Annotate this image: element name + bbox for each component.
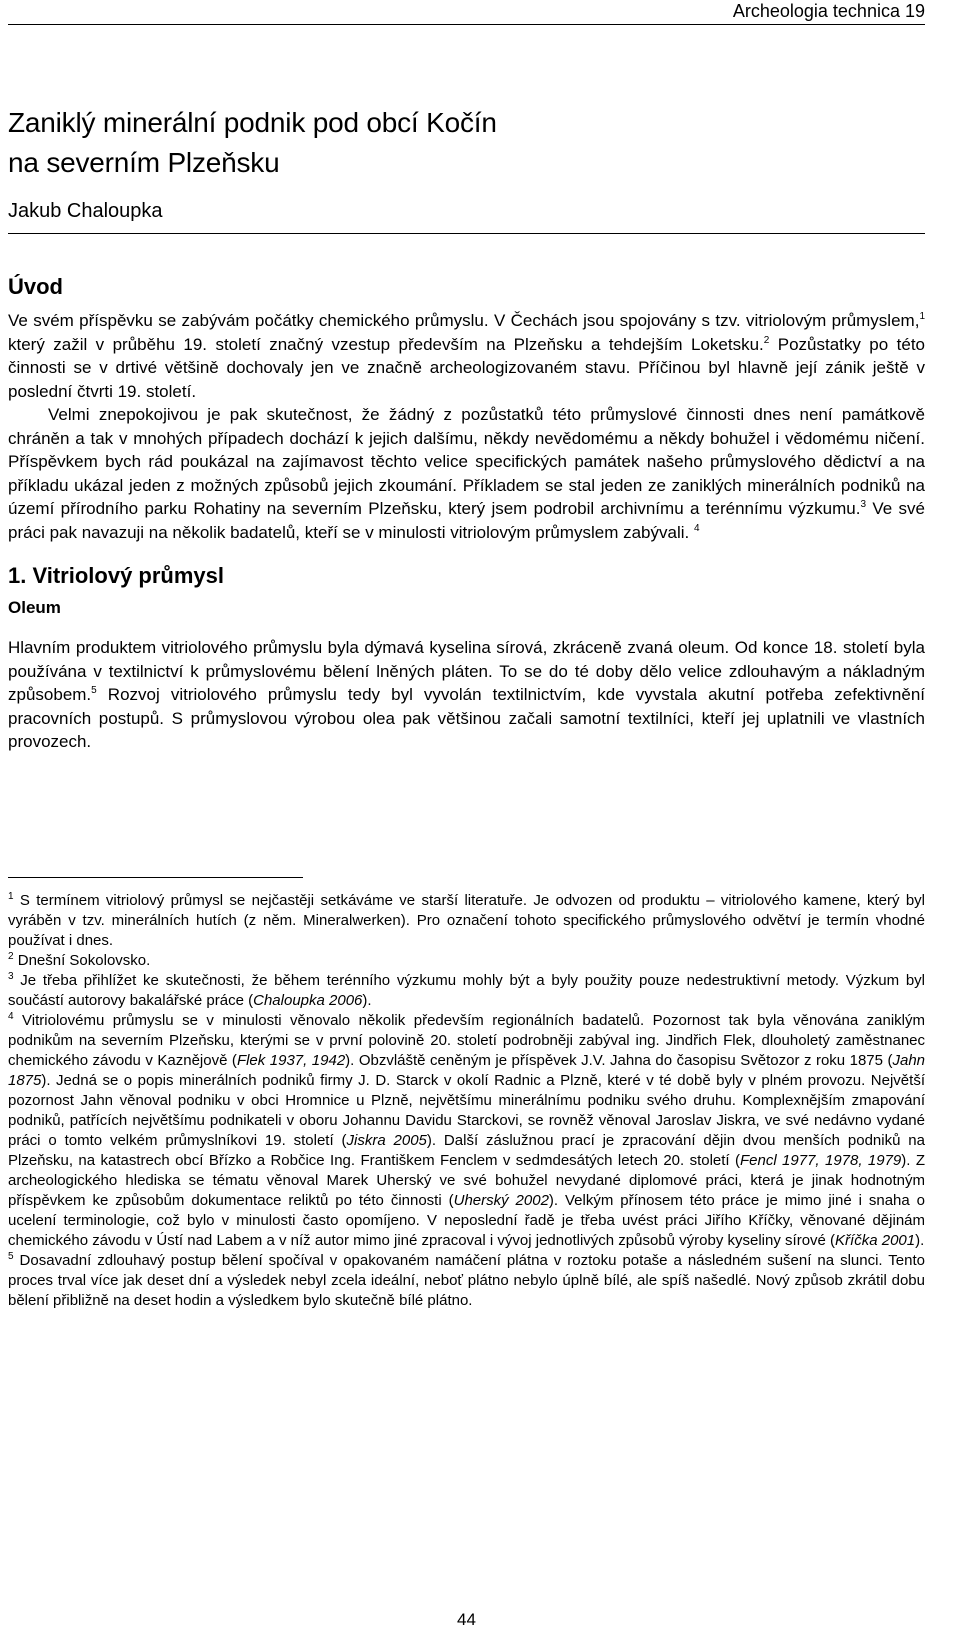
footnote-2: $^2$ Dnešní Sokolovsko. bbox=[8, 951, 151, 969]
section-heading-intro: Úvod bbox=[8, 274, 63, 299]
subheading-oleum: Oleum bbox=[8, 598, 61, 617]
footnote-ref-4: 4 bbox=[693, 522, 700, 534]
footnote-ref-2: 2 bbox=[763, 334, 770, 346]
footnote-4: $^4$ Vitriolovému průmyslu se v minulosti věnovalo několik především regionálních badatelů. Pozornost tak byla věnována zaniklým podnikům na severním Plzeňsku, kterými se v první polovině 20. století podrobněji zabýval ing. Jindřich Flek, dlouholetý zaměstnanec chemického závodu v Kaznějově (Flek 1937, 1942). Obzvláště ceněným je příspěvek J.V. Jahna do časopisu Světozor z roku 1875 (Jahn 1875). Jedná se o popis minerálních podniků firmy J. D. Starck v okolí Radnic a Plzně, které v té době byly v plném provozu. Největší pozornost Jahn věnoval podniku v obci Hromnice u Plzně, největšímu minerálnímu podniku svého druhu. Komplexnějším zmapování podniků, patřících největšímu podnikateli v oboru Johannu Davidu Starckovi, se rovněž věnoval Jaroslav Jiskra, ve své nedávno vydané práci o tomto velkém průmyslníkovi 19. století (Jiskra 2005). Další záslužnou prací je zpracování dějin dvou menších podniků na Plzeňsku, na katastrech obcí Břízko a Robčice Ing. Františkem Fenclem v sedmdesátých letech 20. století (Fencl 1977, 1978, 1979). Z archeologického hlediska se tématu věnoval Marek Uherský ve své bohužel nevydané diplomové práci, která je jinak hodnotným příspěvkem ke způsobům dokumentace reliktů po této činnosti (Uherský 2002). Velkým přínosem této práce je mimo jiné i snaha o ucelení terminologie, což bylo v minulosti často opomíjeno. V neposlední řadě je třeba uvést práci Jiřího Kříčky, věnované dějinám chemického závodu v Ústí nad Labem a v níž autor mimo jiné zpracoval i vývoj jednotlivých způsobů výroby kyseliny sírové (Kříčka 2001). bbox=[8, 1011, 926, 1249]
article-title-line-2: na severním Plzeňsku bbox=[8, 147, 280, 178]
footnote-5: $^5$ Dosavadní zdlouhavý postup bělení spočíval v opakovaném namáčení plátna v roztoku potaše a následném sušení na slunci. Tento proces trval více jak deset dní a výsledek nebyl zcela ideální, neboť plátno nebylo úplně bílé, ale spíš našedlé. Nový způsob zkrátil dobu bělení přibližně na deset hodin a výsledkem bylo skutečně bílé plátno. bbox=[8, 1251, 925, 1309]
article-title-line-1: Zaniklý minerální podnik pod obcí Kočín bbox=[8, 107, 497, 138]
footnote-3: $^3$ Je třeba přihlížet ke skutečnosti, že během terénního výzkumu mohly být a byly použity pouze nedestruktivní metody. Výzkum byl součástí autorovy bakalářské práce (Chaloupka 2006). bbox=[8, 971, 925, 1009]
footnote-ref-3: 3 bbox=[860, 499, 867, 510]
footnotes bbox=[8, 891, 925, 1311]
author-name: Jakub Chaloupka bbox=[8, 198, 925, 234]
footnote-ref-1: 1 bbox=[919, 311, 925, 322]
footnote-separator bbox=[8, 877, 303, 878]
footnote-1: $^1$ S termínem vitriolový průmysl se nejčastěji setkáváme ve starší literatuře. Je odvozen od produktu – vitriolového kamene, který byl vyráběn v tzv. minerálních hutích (z něm. Mineralwerken). Pro označení tohoto specifického průmyslového odvětví je termín vhodné používat i dnes. bbox=[8, 891, 925, 949]
oleum-paragraph: Hlavním produktem vitriolového průmyslu byla dýmavá kyselina sírová, zkráceně zvaná oleum. Od konce 18. století byla používána v textilnictví k průmyslovému bělení lněných pláten. To se do té doby dělo velice zdlouhavým a nákladným způsobem.$^5$ Rozvoj vitriolového průmyslu tedy byl vyvolán textilnictvím, kde vyvstala akutní potřeba zefektivnění pracovních postupů. S průmyslovou výrobou olea pak většinou začali samotní textilníci, kteří jej uplatnili ve vlastních provozech. bbox=[8, 638, 925, 751]
running-header: Archeologia technica 19 bbox=[8, 0, 925, 25]
oleum-section bbox=[8, 636, 925, 754]
section-heading-vitriol: 1. Vitriolový průmysl bbox=[8, 563, 225, 588]
footnote-ref-5: 5 bbox=[91, 685, 97, 696]
article-title bbox=[8, 103, 925, 183]
intro-paragraph-2: Velmi znepokojivou je pak skutečnost, že žádný z pozůstatků této průmyslové činnosti dnes není památkově chráněn a tak v mnohých případech dochází k jejich dalšímu, někdy nevědomému a někdy bohužel i vědomému ničení. Příspěvkem bych rád poukázal na zajímavost těchto velice specifických památek našeho průmyslového dědictví a na příkladu ukázal jeden z možných způsobů jejich zkoumání. Příkladem se stal jeden ze zaniklých minerálních podniků na území přírodního parku Rohatiny na severním Plzeňsku, který jsem podrobil archivnímu a terénnímu výzkumu.$^3$ Ve své práci pak navazuji na několik badatelů, kteří se v minulosti vitriolovým průmyslem zabývali. $^4$ bbox=[8, 405, 925, 542]
page bbox=[8, 0, 925, 1644]
intro-section bbox=[8, 309, 925, 544]
page-number: 44 bbox=[457, 1610, 476, 1629]
intro-paragraph-1: Ve svém příspěvku se zabývám počátky chemického průmyslu. V Čechách jsou spojovány s tzv. vitriolovým průmyslem,$^1$ který zažil v průběhu 19. století značný vzestup především na Plzeňsku a tehdejším Loketsku.$^2$ Pozůstatky po této činnosti se v drtivé většině dochovaly jen ve značně archeologizovaném stavu. Příčinou byl hlavně její zánik ještě v poslední čtvrti 19. století. bbox=[8, 311, 925, 401]
